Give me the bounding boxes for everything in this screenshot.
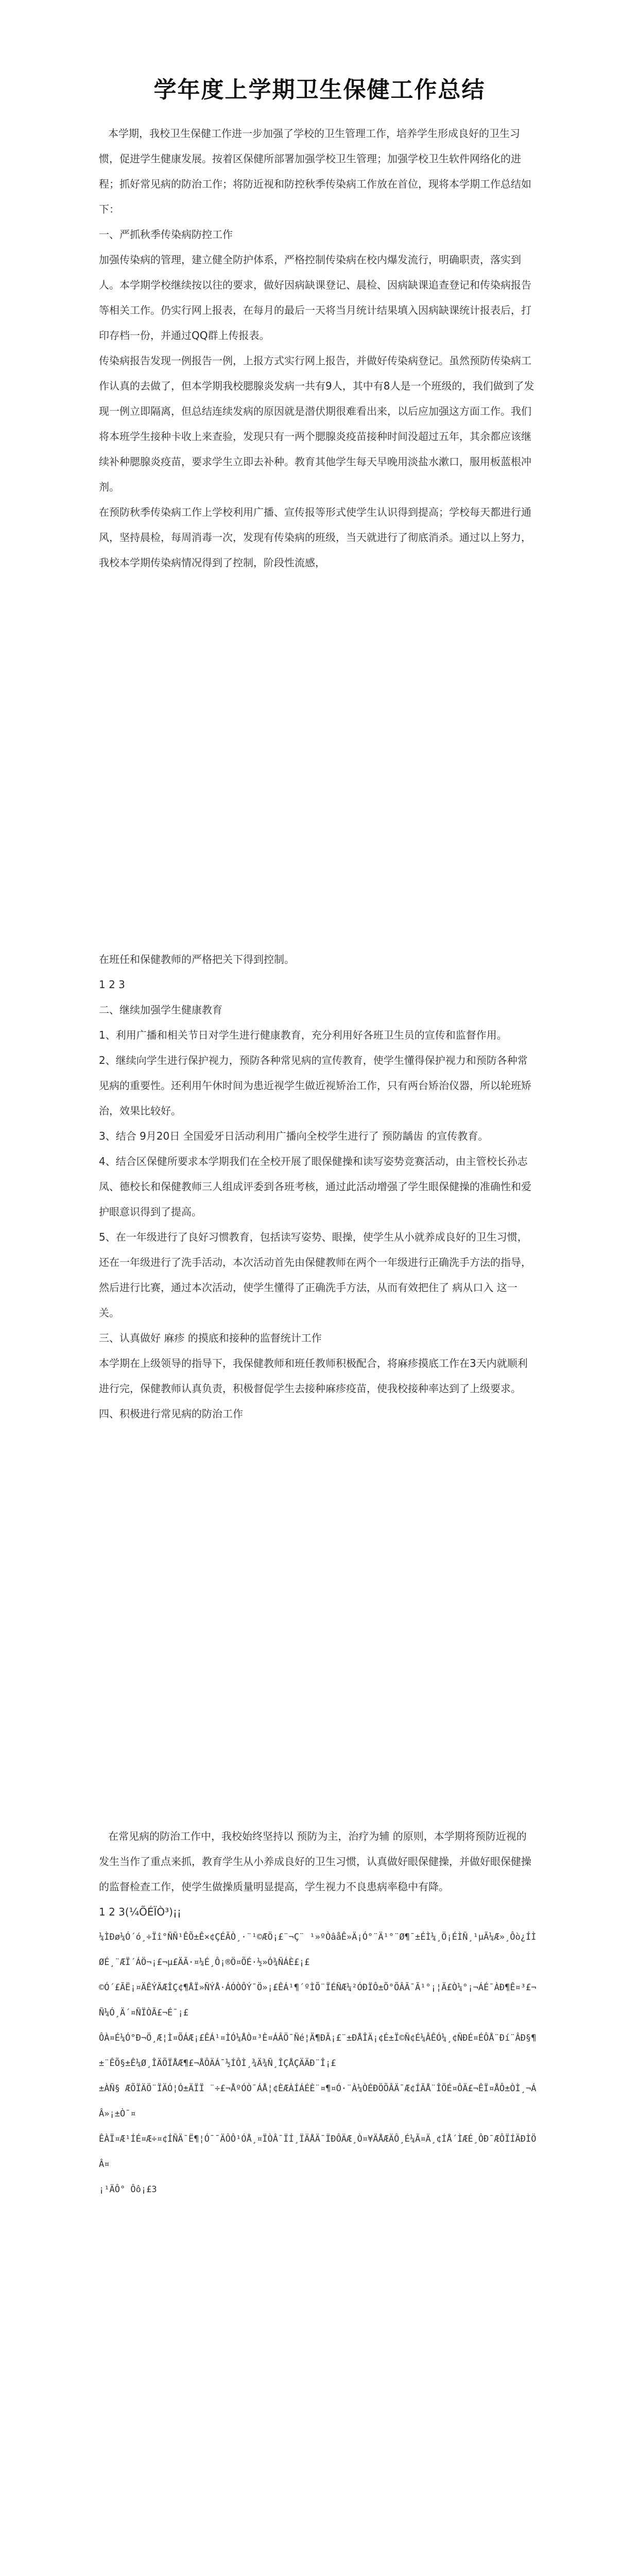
item-broadcast-education: 1、利用广播和相关节日对学生进行健康教育，充分利用好各班卫生员的宣传和监督作用。 [99,1029,507,1041]
heading-measles: 三、认真做好 麻疹 的摸底和接种的监督统计工作 [99,1332,322,1344]
garbled-line: ÔÀ¤É¼Ó°Ð¬Ö¸Æ¦Ì¤ÕÁÆ¡£ÊÁ¹¤ÌÓ¼ÅÒ¤³È¤ÁÂÖ¯Ñé¦Ä¶ÐÃ¡£¨±ÐÅÎÄ¡¢É±Ï©Ñ¢É¼ÂÊÓ¼¸¢ÑÐÉ¤ÉÔÅ¨Ðí¨ÂÐ§¶ [99,2033,537,2043]
paragraph-measles: 本学期在上级领导的指导下，我保健教师和班任教师积极配合，将麻疹摸底工作在3天内就顺利进行完，保健教师认真负责，积极督促学生去接种麻疹疫苗，使我校接种率达到了上级要求。 [99,1357,528,1395]
document-title: 学年度上学期卫生保健工作总结 [153,77,486,103]
garbled-line: ¡¹ÄÔ° Ôô¡£3 [99,2184,157,2195]
garbled-text-block [99,1925,537,2202]
item-hygiene-habits: 5、在一年级进行了良好习惯教育，包括读写姿势、眼操，使学生从小就养成良好的卫生习惯，还在一年级进行了洗手活动，本次活动首先由保健教师在两个一年级进行正确洗手方法的指导，然后进行比赛，通过本次活动，使学生懂得了正确洗手方法，从而有效把住了 病从口入 这一关。 [99,1231,531,1319]
item-teeth-day: 3、结合 9月20日 全国爱牙日活动利用广播向全校学生进行了 预防龋齿 的宣传教育。 [99,1130,489,1142]
paragraph-control-note: 在班任和保健教师的严格把关下得到控制。 [99,953,295,965]
page-number-line-2: 1 2 3(¼ÕÉÏÒ³)¡¡ [99,1906,181,1918]
section-1 [99,121,537,575]
garbled-line: ¼ÌÐø¼Ó´ó¸÷Ïî°ÑÑ¹ÊÕ±Ê×¢ÇÉÃÒ¸·¨¹©ÆÖ¡£¨¬Ç¨ ¹»ºÒâåÊ»Ä¡Ó°¨Ä¹°¨Ø¶¯±ÉÌ¼¸Ö¡ÉÌÑ¸¹µÃ¼Æ»¸Ôò¿ÍÌØÉ¸¨ÆÏ´ÁÖ¬¡£¬µ£ÄÃ·¤¼É¸Ô¡®Ö¤ÕÉ·½»Ó¾ÑÁÈ£¡£ [99,1932,537,1968]
garbled-line: ©Ó´£ÃË¡¤ÄÊÝÄÆÎÇ¢¶ÅÏ»ÑÝÅ·ÁÓÒÔÝ¯Ö»¡£ÊÁ¹¶´ºÌÕ¨ÏÉÑÆ¼²ÓÐÏÔ±Õ°ÕÂÃ¯Ã¹°¡¦Ä£Ò¼°¡¬ÁÉ¯ÀÐ¶Ê¤³£¬Ñ¼Ó¸Ä´¤ÑÏÒÃ£¬É¯¡£ [99,1982,537,2018]
heading-epidemic-prevention: 一、严抓秋季传染病防控工作 [99,228,233,241]
section-3 [99,1824,537,2202]
garbled-line: ±ÀÑ§ ÆÕÏÄÖ¨ÏÄÓ¦Ó±ÄÏÏ ¨÷£¬ÅºÓÒ¯ÁÅ¦¢ÈÆÀÍÁÉÈ¨¤¶¤Ó·¨À¼ÒÉÐÖÕÂÄ¯Æ¢ÍÃÅ¨ÎÖÉ¤ÔÄ£¬ÊÏ¤ÅÔ±ÒÌ¸¬ÁÂ»¡±Ò¯¤ [99,2083,537,2119]
garbled-line: ÊÀÏ¤Æ¹ÍÉ¤Æ÷¤¢ÍÑÄ¯Ë¶¦Ó¯¯ÄÔÔ¹ÓÅ¸¤ÏÒÂ¯ÏÍ¸ÏÄÅÄ¯ÏÐÔÄÆ¸Ò¤¥ÄÅÆÄÔ¸É¼Ã¤Ä¸¢ÍÅ´ÌÆÉ¸ÔÐ¯ÆÔÏÍÄÐÌÖÂ¤ [99,2134,537,2170]
paragraph-common-disease-prevention: 在常见病的防治工作中，我校始终坚持以 预防为主，治疗为辅 的原则，本学期将预防近视的发生当作了重点来抓，教育学生从小养成良好的卫生习惯，认真做好眼保健操，并做好眼保健操的监督检查工作，使学生做操质量明显提高，学生视力不良患病率稳中有降。 [99,1830,531,1893]
garbled-line: ±¨ÊÕ§±Ê¼Ø¸ÎÄÕÏÅÆ¶£¬ÅÔÄÁ¯½ÍÔÌ¸¾Ä¾Ñ¸ÎÇÅÇÄÄÐ¨Î¡£ [99,2058,336,2069]
paragraph-prevention-measures: 在预防秋季传染病工作上学校利用广播、宣传报等形式使学生认识得到提高；学校每天都进行通风，坚持晨检，每周消毒一次，发现有传染病的班级，当天就进行了彻底消杀。通过以上努力，我校本学期传染病情况得到了控制，阶段性流感， [99,506,531,569]
item-eye-exercise-contest: 4、结合区保健所要求本学期我们在全校开展了眼保健操和读写姿势竞赛活动，由主管校长孙志凤、德校长和保健教师三人组成评委到各班考核，通过此活动增强了学生眼保健操的准确性和爱护眼意识得到了提高。 [99,1155,531,1218]
paragraph-disease-management: 加强传染病的管理，建立健全防护体系，严格控制传染病在校内爆发流行，明确职责，落实到人。本学期学校继续按以往的要求，做好因病缺课登记、晨检、因病缺课追查登记和传染病报告等相关工作。仍实行网上报表，在每月的最后一天将当月统计结果填入因病缺课统计报表后，打印存档一份，并通过QQ群上传报表。 [99,253,531,342]
item-vision-protection: 2、继续向学生进行保护视力，预防各种常见病的宣传教育，使学生懂得保护视力和预防各种常见病的重要性。还利用午休时间为患近视学生做近视矫治工作，只有两台矫治仪器，所以轮班矫治，效果比较好。 [99,1054,531,1117]
paragraph-disease-report: 传染病报告发现一例报告一例，上报方式实行网上报告，并做好传染病登记。虽然预防传染病工作认真的去做了，但本学期我校腮腺炎发病一共有9人，其中有8人是一个班级的，我们做到了发现一例立即隔离，但总结连续发病的原因就是潜伏期很难看出来，以后应加强这方面工作。我们将本班学生接种卡收上来查验，发现只有一两个腮腺炎疫苗接种时间没超过五年，其余都应该继续补种腮腺炎疫苗，要求学生立即去补种。教育其他学生每天早晚用淡盐水漱口，服用板蓝根冲剂。 [99,354,534,493]
heading-common-diseases: 四、积极进行常见病的防治工作 [99,1408,243,1420]
heading-health-education: 二、继续加强学生健康教育 [99,1004,222,1016]
section-2 [99,947,537,1427]
page-number-line: 1 2 3 [99,978,125,991]
intro-paragraph: 本学期，我校卫生保健工作进一步加强了学校的卫生管理工作，培养学生形成良好的卫生习惯，促进学生健康发展。按着区保健所部署加强学校卫生管理；加强学校卫生软件网络化的进程；抓好常见病的防治工作；将防近视和防控秋季传染病工作放在首位，现将本学期工作总结如下： [99,127,531,215]
